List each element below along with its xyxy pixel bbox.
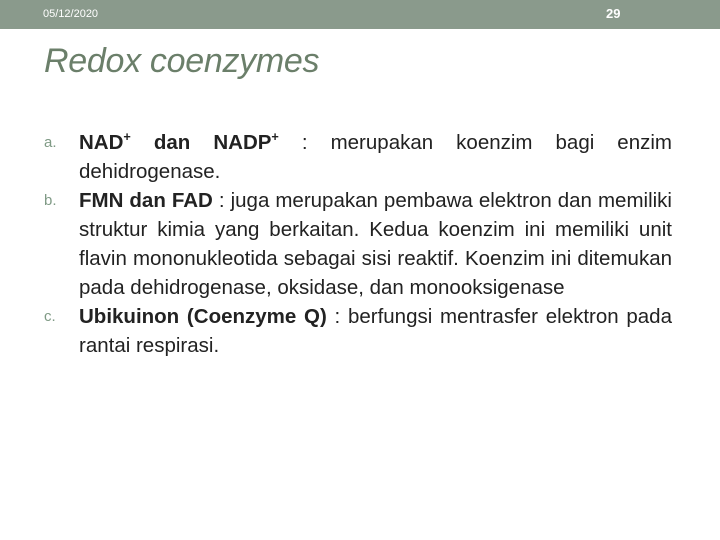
coenzyme-name-nad: NAD [79, 131, 124, 154]
list-item-b [44, 186, 672, 302]
list-item-a [44, 128, 672, 186]
header-bar [0, 0, 720, 29]
list-item-text [79, 186, 672, 302]
list-marker: a. [44, 134, 57, 151]
list-marker: c. [44, 308, 56, 325]
coenzyme-name-ubiquinone: Ubikuinon (Coenzyme Q) [79, 305, 327, 328]
list-item-text [79, 128, 672, 186]
list-item-text [79, 302, 672, 360]
item-description: : juga merupakan pembawa elektron dan memiliki struktur kimia yang berkaitan. Kedua koenzim ini memiliki unit flavin mononukleotida sebagai sisi reaktif. Koenzim ini ditemukan pada dehidrogenase, oksidase, dan monooksigenase [79, 189, 672, 299]
superscript-plus: + [271, 129, 279, 145]
coenzyme-name-fmn-fad: FMN dan FAD [79, 189, 213, 212]
item-description: : berfungsi mentrasfer elektron pada rantai respirasi. [79, 305, 672, 357]
list-item-c [44, 302, 672, 360]
slide-title: Redox coenzymes [44, 42, 320, 80]
coenzyme-name-nadp: dan NADP [130, 131, 272, 154]
item-description: : merupakan koenzim bagi enzim dehidrogenase. [79, 131, 672, 183]
superscript-plus: + [123, 129, 131, 145]
slide-number: 29 [606, 6, 621, 21]
bullet-list [44, 128, 672, 360]
list-marker: b. [44, 192, 57, 209]
slide-date: 05/12/2020 [43, 8, 99, 20]
